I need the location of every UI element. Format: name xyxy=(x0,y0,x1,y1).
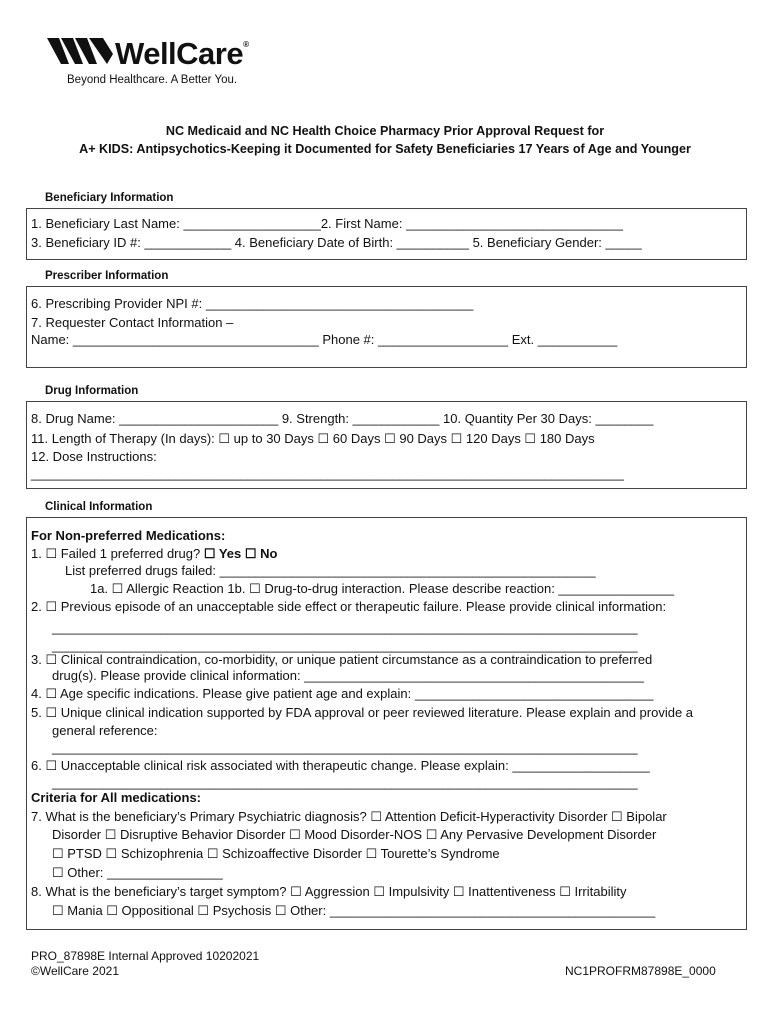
clinical-section-header: Clinical Information xyxy=(45,501,153,513)
q2-answer-line2[interactable]: _________________________________________________________________________________ xyxy=(52,638,638,653)
q3-contraindication[interactable]: 3. ☐ Clinical contraindication, co-morbidity, or unique patient circumstance as a contraindication to preferred xyxy=(31,652,653,667)
q1-list-preferred[interactable]: List preferred drugs failed: ____________________________________________________ xyxy=(65,563,596,578)
form-title-line2: A+ KIDS: Antipsychotics-Keeping it Documented for Safety Beneficiaries 17 Years of Age and Younger xyxy=(79,142,691,156)
form-title-line1: NC Medicaid and NC Health Choice Pharmacy Prior Approval Request for xyxy=(165,124,605,138)
criteria-heading: Criteria for All medications: xyxy=(31,790,201,805)
q6-answer-line[interactable]: _________________________________________________________________________________ xyxy=(52,775,638,790)
q4-age-specific[interactable]: 4. ☐ Age specific indications. Please give patient age and explain: _________________________________ xyxy=(31,686,654,701)
footer-copyright: ©WellCare 2021 xyxy=(31,964,119,978)
q1-yes-no[interactable]: ☐ Yes ☐ No xyxy=(203,546,278,561)
q7-other[interactable]: ☐ Other: ________________ xyxy=(52,865,223,880)
q1-failed-preferred[interactable]: 1. ☐ Failed 1 preferred drug? ☐ Yes ☐ No xyxy=(31,546,278,561)
q7-diagnosis-options-3[interactable]: ☐ PTSD ☐ Schizophrenia ☐ Schizoaffective Disorder ☐ Tourette’s Syndrome xyxy=(52,846,500,861)
drug-length-of-therapy[interactable]: 11. Length of Therapy (In days): ☐ up to 30 Days ☐ 60 Days ☐ 90 Days ☐ 120 Days ☐ 180 Days xyxy=(31,431,595,446)
q5-general-reference: general reference: xyxy=(52,723,158,738)
prescriber-line3[interactable]: Name: __________________________________ Phone #: __________________ Ext. ___________ xyxy=(31,332,618,347)
q5-answer-line[interactable]: _________________________________________________________________________________ xyxy=(52,740,638,755)
wellcare-mark-icon xyxy=(45,36,115,68)
prescriber-line2: 7. Requester Contact Information – xyxy=(31,315,234,330)
prescriber-line1[interactable]: 6. Prescribing Provider NPI #: _____________________________________ xyxy=(31,296,474,311)
prescriber-section-header: Prescriber Information xyxy=(45,270,169,282)
footer-form-id: NC1PROFRM87898E_0000 xyxy=(565,964,716,978)
q6-clinical-risk[interactable]: 6. ☐ Unacceptable clinical risk associated with therapeutic change. Please explain: ___________________ xyxy=(31,758,650,773)
beneficiary-line1[interactable]: 1. Beneficiary Last Name: ___________________2. First Name: ______________________________ xyxy=(31,216,623,231)
q7-primary-diagnosis[interactable]: 7. What is the beneficiary’s Primary Psychiatric diagnosis? ☐ Attention Deficit-Hyperactivity Disorder ☐ Bipolar xyxy=(31,809,667,824)
beneficiary-section-header: Beneficiary Information xyxy=(45,192,174,204)
q7-diagnosis-options-2[interactable]: Disorder ☐ Disruptive Behavior Disorder ☐ Mood Disorder-NOS ☐ Any Pervasive Development Disorder xyxy=(52,827,657,842)
drug-dose-label: 12. Dose Instructions: xyxy=(31,449,157,464)
drug-line1[interactable]: 8. Drug Name: ______________________ 9. Strength: ____________ 10. Quantity Per 30 Days: ________ xyxy=(31,411,654,426)
drug-section-header: Drug Information xyxy=(45,385,139,397)
wellcare-logo xyxy=(45,36,249,92)
nonpreferred-heading: For Non-preferred Medications: xyxy=(31,528,226,543)
footer-internal-code: PRO_87898E Internal Approved 10202021 xyxy=(31,949,260,963)
q3-clinical-info[interactable]: drug(s). Please provide clinical information: _______________________________________________ xyxy=(52,668,644,683)
drug-dose-line[interactable]: __________________________________________________________________________________ xyxy=(31,466,624,481)
q5-unique-indication[interactable]: 5. ☐ Unique clinical indication supported by FDA approval or peer reviewed literature. Please explain and provide a xyxy=(31,705,694,720)
q1a-reaction[interactable]: 1a. ☐ Allergic Reaction 1b. ☐ Drug-to-drug interaction. Please describe reaction: ________________ xyxy=(90,581,675,596)
beneficiary-line2[interactable]: 3. Beneficiary ID #: ____________ 4. Beneficiary Date of Birth: __________ 5. Beneficiary Gender: _____ xyxy=(31,235,642,250)
logo-tagline: Beyond Healthcare. A Better You. xyxy=(67,74,238,86)
q8-symptom-options-2[interactable]: ☐ Mania ☐ Oppositional ☐ Psychosis ☐ Other: _____________________________________________ xyxy=(52,903,656,918)
q2-answer-line1[interactable]: _________________________________________________________________________________ xyxy=(52,620,638,635)
q2-previous-episode[interactable]: 2. ☐ Previous episode of an unacceptable side effect or therapeutic failure. Please provide clinical information: xyxy=(31,599,667,614)
logo-wordmark: WellCare® xyxy=(115,36,249,71)
q8-target-symptom[interactable]: 8. What is the beneficiary’s target symptom? ☐ Aggression ☐ Impulsivity ☐ Inattentiveness ☐ Irritability xyxy=(31,884,627,899)
